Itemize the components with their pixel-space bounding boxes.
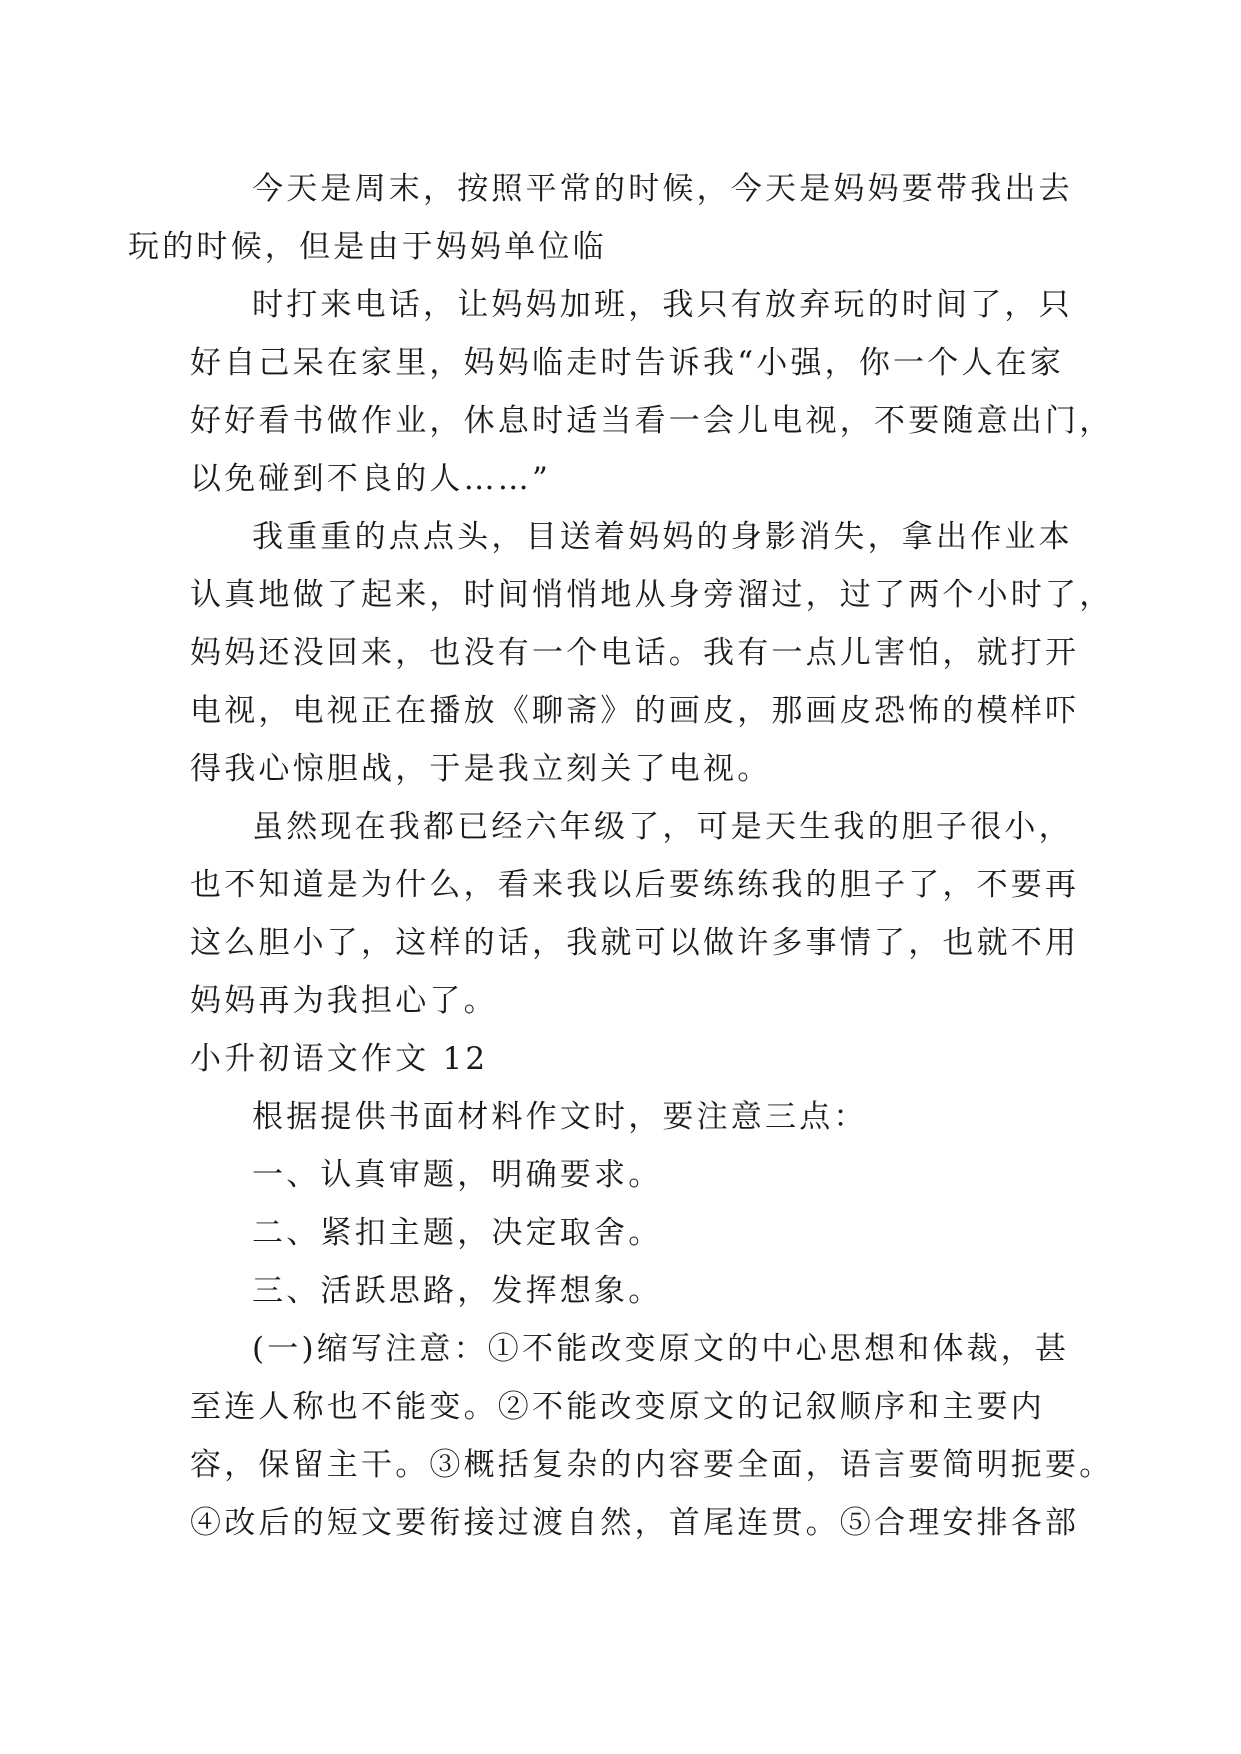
- text-line: 玩的时候，但是由于妈妈单位临: [128, 229, 607, 265]
- text-line: 以免碰到不良的人……”: [190, 461, 552, 497]
- text-line: 虽然现在我都已经六年级了，可是天生我的胆子很小，: [252, 809, 1073, 845]
- text-line: 一、认真审题，明确要求。: [252, 1157, 663, 1193]
- paragraph-homework: [190, 508, 1114, 798]
- document-body: [128, 160, 1114, 1552]
- paragraph-courage: [190, 798, 1080, 1030]
- text-line: 这么胆小了，这样的话，我就可以做许多事情了，也就不用: [190, 925, 1080, 961]
- section-heading: 小升初语文作文 12: [190, 1041, 489, 1077]
- text-line: 妈妈再为我担心了。: [190, 983, 498, 1019]
- text-line: 二、紧扣主题，决定取舍。: [252, 1215, 663, 1251]
- paragraph-phone-call: [190, 276, 1114, 508]
- text-line: 三、活跃思路，发挥想象。: [252, 1273, 663, 1309]
- paragraph-point-one: [190, 1146, 1060, 1204]
- text-line: 好好看书做作业，休息时适当看一会儿电视，不要随意出门，: [190, 403, 1114, 439]
- text-line: 我重重的点点头，目送着妈妈的身影消失，拿出作业本: [252, 519, 1073, 555]
- text-line: ④改后的短文要衔接过渡自然，首尾连贯。⑤合理安排各部: [190, 1505, 1080, 1541]
- paragraph-instructions: [190, 1088, 1060, 1146]
- text-line: (一)缩写注意：①不能改变原文的中心思想和体裁，甚: [252, 1331, 1070, 1367]
- text-line: 容，保留主干。③概括复杂的内容要全面，语言要简明扼要。: [190, 1447, 1114, 1483]
- text-line: 妈妈还没回来，也没有一个电话。我有一点儿害怕，就打开: [190, 635, 1080, 671]
- text-line: 今天是周末，按照平常的时候，今天是妈妈要带我出去: [252, 171, 1073, 207]
- text-line: 认真地做了起来，时间悄悄地从身旁溜过，过了两个小时了，: [190, 577, 1114, 613]
- paragraph-condensing-notes: [190, 1320, 1114, 1552]
- paragraph-point-two: [190, 1204, 1060, 1262]
- text-line: 电视，电视正在播放《聊斋》的画皮，那画皮恐怖的模样吓: [190, 693, 1080, 729]
- text-line: 至连人称也不能变。②不能改变原文的记叙顺序和主要内: [190, 1389, 1045, 1425]
- paragraph-weekend: [128, 160, 1073, 276]
- text-line: 根据提供书面材料作文时，要注意三点：: [252, 1099, 868, 1135]
- text-line: 得我心惊胆战，于是我立刻关了电视。: [190, 751, 772, 787]
- text-line: 时打来电话，让妈妈加班，我只有放弃玩的时间了，只: [252, 287, 1073, 323]
- text-line: 也不知道是为什么，看来我以后要练练我的胆子了，不要再: [190, 867, 1080, 903]
- text-line: 好自己呆在家里，妈妈临走时告诉我“小强，你一个人在家: [190, 345, 1065, 381]
- paragraph-point-three: [190, 1262, 1060, 1320]
